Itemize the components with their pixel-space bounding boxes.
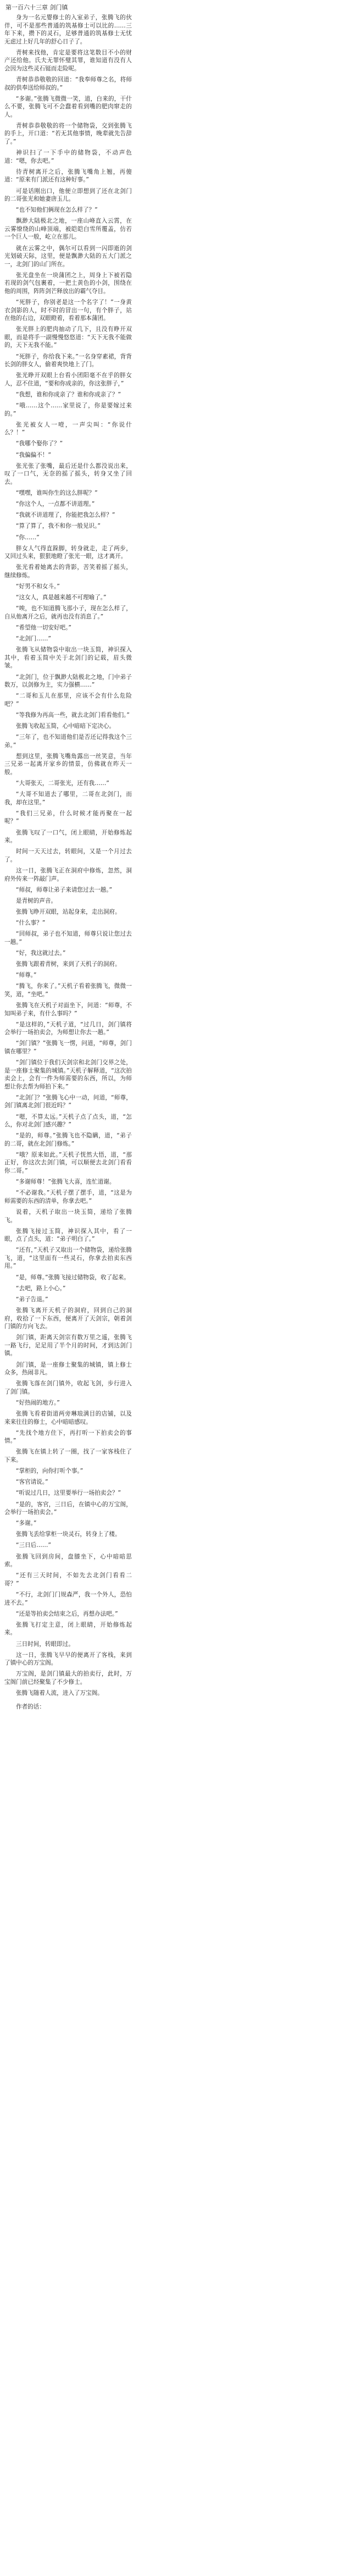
paragraph: 张光盘坐在一块蒲团之上，周身上下被若隐若现的剑气包裹着，一把土黄色的小剑，围绕在他的周围，阵阵剑芒释放出的霸气夺目。	[4, 272, 132, 295]
paragraph: 是青树的声音。	[16, 897, 57, 904]
paragraph: 剑门镇，距离天剑宗有数万里之遥，张腾飞一路飞行，足足用了半个月的时间，才到达剑门镇。	[4, 1334, 132, 1357]
paragraph: “哦？原来如此。”天机子恍然大悟，道，“那正好，你这次去剑门镇，可以顺便去北剑门看看你二哥。”	[4, 1151, 132, 1175]
paragraph: “好，我这就过去。”	[16, 949, 66, 957]
paragraph: 可是话刚出口，他便立即想到了还在北剑门的二哥张光和她妻唐玉儿。	[4, 187, 132, 203]
paragraph: “你……”	[16, 534, 40, 541]
paragraph: “多谢师尊！”张腾飞大喜，连忙道谢。	[16, 1179, 115, 1186]
paragraph: 张光张了张嘴，最后还是什么都没说出来，叹了一口气，无奈的摇了摇头，转身又坐了回去。	[4, 462, 132, 485]
paragraph: 张光被女人一噎，一声尖叫：“你说什么？！”	[4, 421, 132, 436]
paragraph: “大哥不知道去了哪里，二哥在北剑门，而我，却在这里。”	[4, 791, 132, 806]
paragraph: “好热闹的地方。”	[16, 1399, 60, 1406]
paragraph: 张光睁开双眼上台看小团阳毫不在乎的胖女人，忍不住道，“要和你成亲的，你这张胖子，”	[4, 372, 132, 387]
paragraph: 万宝阁，是剑门镇最大的拍卖行，此时，万宝阁门前已经聚集了不少修士。	[4, 1671, 132, 1685]
paragraph: “多谢。”张腾飞微微一笑，道，白来的，干什么不要，张腾飞可不会蠢着看到嘴的肥肉窜走的人。	[4, 95, 132, 118]
paragraph: 张腾飞离开天机子的洞府，回到自己的洞府，收拾了一下东西，便离开了天剑宗，朝着剑门镇的方向飞去。	[4, 1307, 132, 1330]
paragraph: “北剑门，位于飘渺大陆极北之地，门中弟子数万，以剑修为主，实力强横……”	[4, 673, 132, 689]
paragraph: “好男不和女斗。”	[16, 583, 60, 590]
paragraph: 张腾飞随着人流，进入了万宝阁。	[16, 1690, 103, 1697]
paragraph: 青树恭恭敬敬的回道：“我奉师尊之名，将师叔的供奉送给师叔的。”	[4, 76, 132, 91]
paragraph: “死胖子，你给我下来。”一名身穿素裙，背背长剑的胖女人，偷着爽快地上了门。	[4, 353, 132, 368]
paragraph: 就在云雾之中，偶尔可以看到一闪即逝的剑光划破天际，这里，便是飘渺大陆的五大门派之一，北剑门的山门所在。	[4, 245, 132, 268]
paragraph: “师叔，师尊让弟子来请您过去一趟。”	[16, 886, 113, 893]
paragraph: 时间一天天过去，转眼间，又是一个月过去了。	[4, 848, 132, 863]
paragraph: “什么事？”	[16, 920, 46, 927]
paragraph: “嘿嘿，谁叫你生的这么胖呢？”	[16, 489, 98, 496]
paragraph: 张光胖上的肥肉抽动了几下，且没有睁开双眼，而是将手一副慢慢悠悠道：“天下无我不能做的，天下无我不能。”	[4, 326, 132, 349]
paragraph: “死胖子，你别老是这一个名字了！”一身黄衣剑影的人，时不时的冒出一句，有个胖子，站在他的右边，双眼瞪着，看着那本蒲团。	[4, 299, 132, 322]
paragraph: “弟子告退。”	[16, 1296, 48, 1303]
paragraph: 这一日，张腾飞早早的便离开了客栈，来到了镇中心的万宝阁。	[4, 1651, 132, 1667]
paragraph: “大哥张天，二哥张光，还有我……”	[16, 780, 109, 787]
paragraph: “也不知他们俩现在怎么样了？”	[16, 207, 98, 214]
chapter-title: 第一百六十三章 剑门镇	[5, 4, 68, 11]
paragraph: 张光看着她离去的背影，苦笑着摇了摇头，继续修炼。	[4, 564, 132, 579]
paragraph: 张腾飞落在剑门镇外，收起飞剑，步行进入了剑门镇。	[4, 1380, 132, 1395]
chapter-page	[4, 3, 132, 1711]
paragraph: 飘渺大陆极北之地，一座山峰直入云霄，在云雾缭绕的山峰顶端，被皑皑白雪所覆盖，仿若一个巨人一般，屹立在那儿。	[4, 218, 132, 241]
paragraph: “是，师尊。”张腾飞接过储物袋，收了起来。	[16, 1274, 130, 1281]
paragraph: 待青树离开之后，张腾飞嘴角上翘，再傻道：“原来有门派还有这种好事。”	[4, 168, 132, 184]
paragraph: 张腾飞看着街道两旁琳琅满目的店铺，以及来来往往的修士，心中暗暗感叹。	[4, 1411, 132, 1425]
paragraph: “等我修为再高一些，就去北剑门看看他们。”	[16, 711, 130, 718]
paragraph: 想到这里，张腾飞嘴角露出一丝笑意，当年三兄弟一起离开家乡的情景，仿佛就在昨天一般。	[4, 753, 132, 776]
paragraph: “多谢。”	[16, 1520, 37, 1527]
paragraph: “我偏偏不！”	[16, 451, 51, 458]
chapter-body	[4, 14, 132, 1698]
paragraph: 张腾飞叹了一口气，闭上眼睛，开始修炼起来。	[4, 829, 132, 844]
paragraph: 胖女人气得直跺脚，转身就走，走了两步，又回过头来，狠狠地瞪了张光一眼，这才离开。	[4, 545, 132, 560]
paragraph: “客官请说。”	[16, 1479, 48, 1486]
author-note-label: 作者的话：	[16, 1703, 45, 1710]
paragraph: “三年了，也不知道他们是否还记得我这个三弟。”	[4, 734, 132, 749]
paragraph: 张腾飞打定主意，闭上眼睛，开始修炼起来。	[4, 1621, 132, 1637]
paragraph: 这一日，张腾飞正在洞府中修炼，忽然，洞府外传来一阵敲门声。	[4, 867, 132, 882]
paragraph: “掌柜的，向你打听个事。”	[16, 1468, 83, 1475]
paragraph: “我哪个娶你了？”	[16, 440, 63, 447]
paragraph: “我就不讲道理了，你能把我怎么样？”	[16, 512, 115, 519]
paragraph: “不必谢我。”天机子摆了摆手，道，“这是为师需要的东西的清单，你拿去吧。”	[4, 1190, 132, 1204]
paragraph: 说着，天机子取出一块玉简，递给了张腾飞。	[4, 1209, 132, 1224]
paragraph: 张腾飞回到房间，盘膝坐下，心中暗暗思索。	[4, 1553, 132, 1568]
paragraph: 张腾飞丢给掌柜一块灵石，转身上了楼。	[16, 1531, 121, 1538]
paragraph: “你这个人，一点都不讲道理。”	[16, 501, 95, 508]
paragraph: 张腾飞睁开双眼，站起身来，走出洞府。	[16, 908, 121, 915]
paragraph: 身为一名元婴修士的入室弟子，张腾飞的伙伴，可不是那些普通的筑基修士可以比的……三年下来，攒下的灵石，足够普通的筑基修士无忧无虑过上好几年的舒心日子了。	[4, 14, 132, 45]
paragraph: “还有，”天机子又取出一个储物袋，递给张腾飞，道，“这里面有一些灵石，你拿去拍卖东西用。”	[4, 1247, 132, 1270]
paragraph: “嗯，不算太远。”天机子点了点头，道，“怎么，你对北剑门感兴趣？”	[4, 1113, 132, 1129]
paragraph: “希望他一切安好吧。”	[16, 624, 72, 631]
paragraph: “先找个地方住下，再打听一下拍卖会的事情。”	[4, 1429, 132, 1445]
paragraph: “剑门镇？”张腾飞一愣，问道，“师尊，剑门镇在哪里？”	[4, 1040, 132, 1055]
paragraph: “唉，也不知道腾飞那小子，现在怎么样了，自从他离开之后，就再也没有消息了。”	[4, 605, 132, 620]
paragraph: 张腾飞收起玉简，心中暗暗下定决心。	[16, 723, 115, 730]
paragraph: “北剑门……”	[16, 635, 51, 643]
paragraph: “我们三兄弟，什么时候才能再聚在一起呢？”	[4, 810, 132, 825]
paragraph: 神识扫了一下手中的储物袋，不动声色道：“嗯，你去吧。”	[4, 150, 132, 164]
paragraph: 青树恭恭敬敬的将一个储物袋，交到张腾飞的手上，开口道：“若无其他事情，晚辈就先告辞了。”	[4, 122, 132, 146]
paragraph: “是的，客官，三日后，在镇中心的万宝阁，会举行一场拍卖会。”	[4, 1501, 132, 1516]
paragraph: “算了算了，我不和你一般见识。”	[16, 523, 101, 530]
paragraph: “这女人，真是越来越不可理喻了。”	[16, 594, 107, 601]
paragraph: “三日后……”	[16, 1542, 51, 1549]
paragraph: “哦……这个……家里说了，你是要嫁过来的。”	[4, 402, 132, 417]
paragraph: 张腾飞在天机子对面坐下，问道：“师尊，不知叫弟子来，有什么事吗？”	[4, 1002, 132, 1017]
paragraph: “还有三天时间，不如先去北剑门看看二哥？”	[4, 1572, 132, 1587]
paragraph: 张腾飞跟着青树，来到了天机子的洞府。	[16, 961, 121, 968]
paragraph: 三日时间，转眼即过。	[16, 1640, 74, 1648]
paragraph: “二哥和玉儿在那里，应该不会有什么危险吧？”	[4, 693, 132, 707]
paragraph: “北剑门？”张腾飞心中一动，问道，“师尊，剑门镇离北剑门很近吗？”	[4, 1094, 132, 1109]
paragraph: “听说过几日，这里要举行一场拍卖会？”	[16, 1490, 121, 1497]
paragraph: “是的，师尊。”张腾飞也不隐瞒，道，“弟子的二哥，就在北剑门修炼。”	[4, 1132, 132, 1147]
paragraph: “还是等拍卖会结束之后，再想办法吧。”	[16, 1610, 118, 1617]
paragraph: “腾飞，你来了。”天机子看着张腾飞，微微一笑，道，“坐吧。”	[4, 983, 132, 998]
paragraph: “师尊。”	[16, 972, 37, 979]
paragraph: “去吧，路上小心。”	[16, 1285, 66, 1292]
paragraph: “不行，北剑门门规森严，我一个外人，恐怕进不去。”	[4, 1591, 132, 1606]
paragraph: 张腾飞在镇上转了一圈，找了一家客栈住了下来。	[4, 1449, 132, 1463]
paragraph: 青树来找他，肯定是要将这笔数目不小的财产还给他。氏夫无罪怀璧其罪，谁知道有没有人会因为这些灵石铤而走险呢。	[4, 49, 132, 72]
paragraph: “剑门镇位于我们天剑宗和北剑门交界之处，是一座修士聚集的城镇。”天机子解释道，“这次拍卖会上，会有一件为师需要的东西，所以，为师想让你去帮为师拍下来。”	[4, 1059, 132, 1090]
paragraph: “我想，谁和你成亲了？谁和你成亲了？”	[16, 391, 121, 398]
paragraph: 张腾飞接过玉简，神识探入其中，看了一眼，点了点头，道：“弟子明白了。”	[4, 1228, 132, 1243]
paragraph: “是这样的，”天机子道，“过几日，剑门镇将会举行一场拍卖会，为师想让你去一趟。”	[4, 1021, 132, 1036]
paragraph: 张腾飞从储物袋中取出一块玉简，神识探入其中，看着玉简中关于北剑门的记载，眉头微皱。	[4, 646, 132, 670]
paragraph: 剑门镇，是一座修士聚集的城镇，镇上修士众多，热闹非凡。	[4, 1361, 132, 1377]
paragraph: “回师叔，弟子也不知道，师尊只说让您过去一趟。”	[4, 931, 132, 946]
